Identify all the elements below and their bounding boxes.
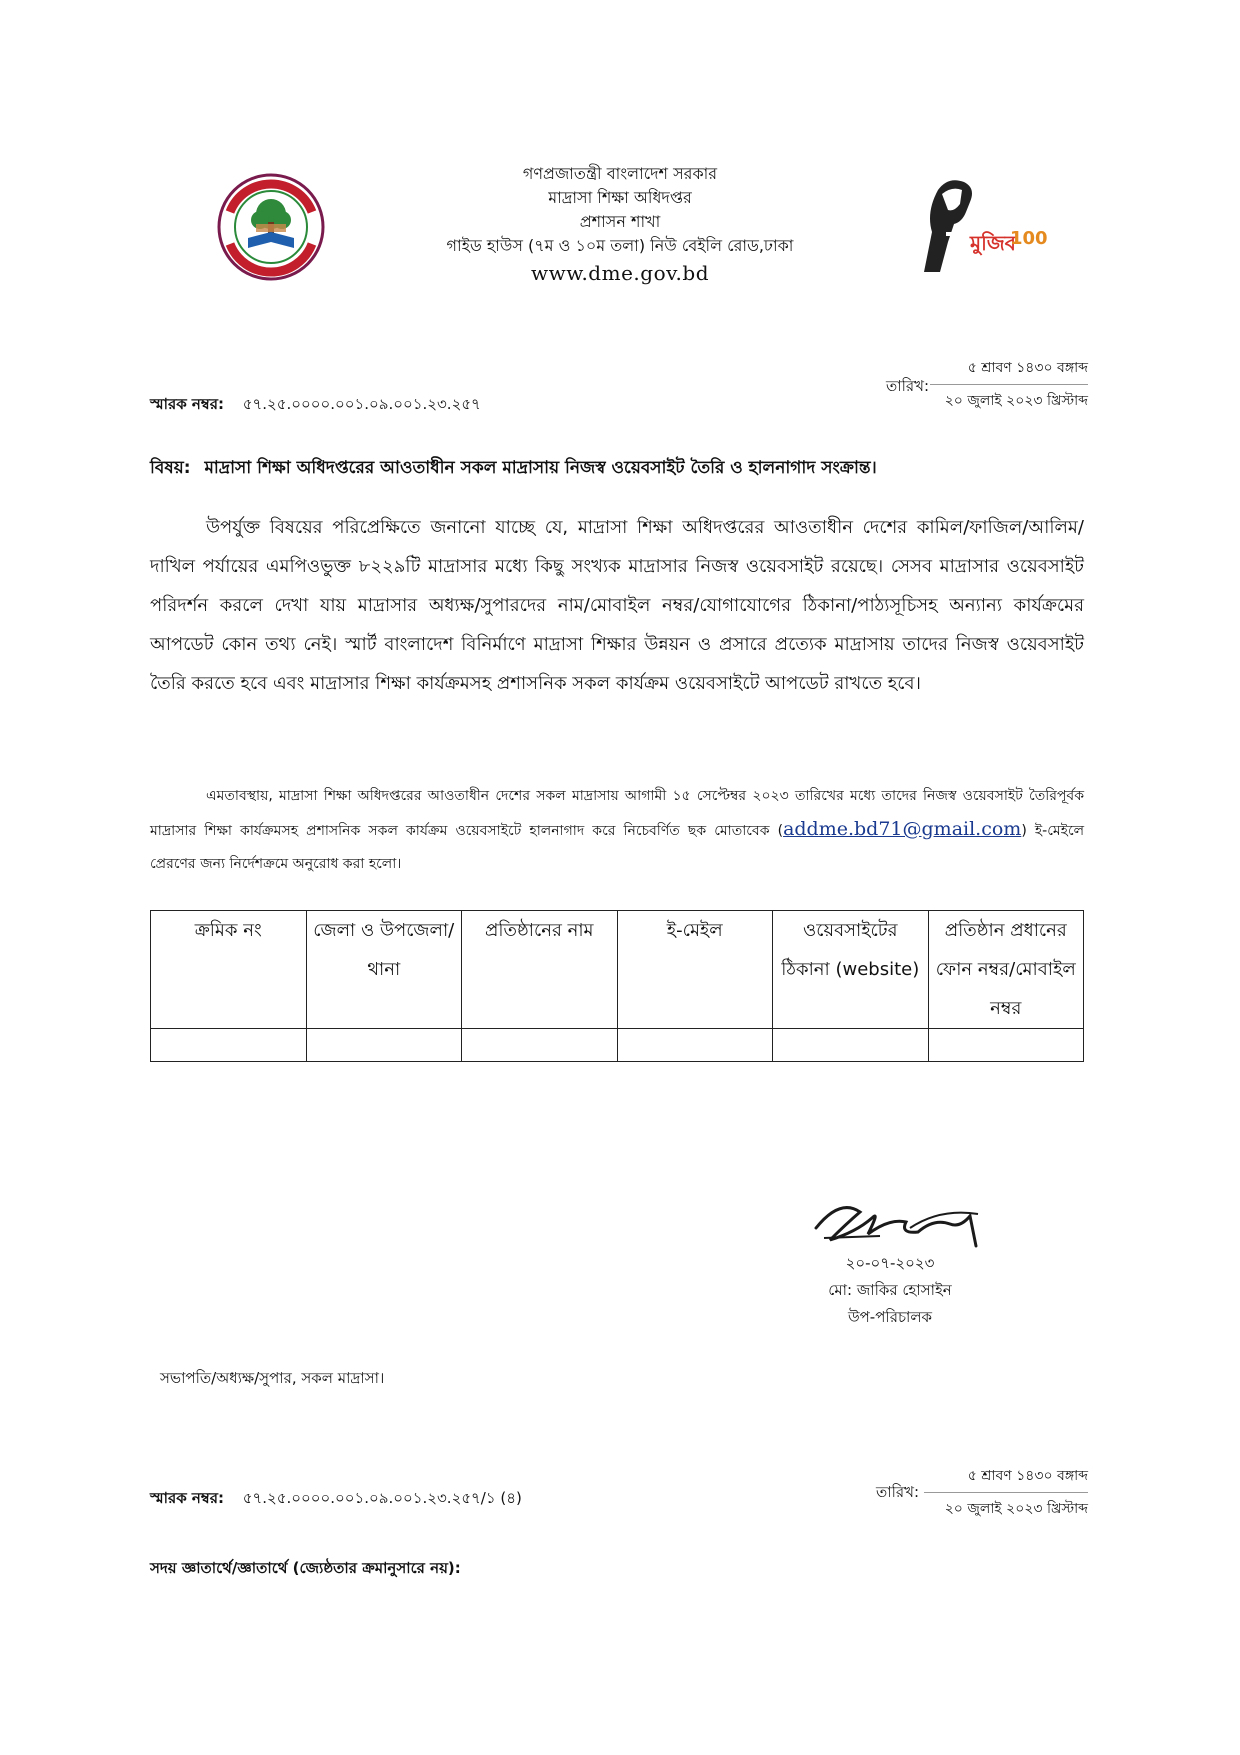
govt-name: গণপ্রজাতন্ত্রী বাংলাদেশ সরকার xyxy=(522,164,718,183)
memo2-date-bangla: ৫ শ্রাবণ ১৪৩০ বঙ্গাব্দ xyxy=(967,1468,1088,1484)
memo-ref-number: ৫৭.২৫.০০০০.০০১.০৯.০০১.২৩.২৫৭ xyxy=(242,395,481,413)
madrasah-education-logo xyxy=(216,172,326,282)
subject-text: মাদ্রাসা শিক্ষা অধিদপ্তরের আওতাধীন সকল মাদ্রাসায় নিজস্ব ওয়েবসাইট তৈরি ও হালনাগাদ সংক্রান্ত। xyxy=(204,458,877,478)
information-table xyxy=(150,910,1084,1062)
col-serial: ক্রমিক নং xyxy=(151,911,307,1029)
date-divider xyxy=(924,1492,1088,1493)
memo-date-bangla: ৫ শ্রাবণ ১৪৩০ বঙ্গাব্দ xyxy=(967,360,1088,376)
body-paragraph-1: উপর্যুক্ত বিষয়ের পরিপ্রেক্ষিতে জনানো যাচ্ছে যে, মাদ্রাসা শিক্ষা অধিদপ্তরের আওতাধীন দেশের কামিল/ফাজিল/আলিম/দাখিল পর্যায়ের এমপিওভুক্ত ৮২২৯টি মাদ্রাসার মধ্যে কিছু সংখ্যক মাদ্রাসার নিজস্ব ওয়েবসাইট রয়েছে। সেসব মাদ্রাসার ওয়েবসাইট পরিদর্শন করলে দেখা যায় মাদ্রাসার অধ্যক্ষ/সুপারদের নাম/মোবাইল নম্বর/যোগাযোগের ঠিকানা/পাঠ্যসূচিসহ অন্যান্য কার্যক্রমের আপডেট কোন তথ্য নেই। স্মার্ট বাংলাদেশ বিনির্মাণে মাদ্রাসা শিক্ষার উন্নয়ন ও প্রসারে প্রত্যেক মাদ্রাসায় তাদের নিজস্ব ওয়েবসাইট তৈরি করতে হবে এবং মাদ্রাসার শিক্ষা কার্যক্রমসহ প্রশাসনিক সকল কার্যক্রম ওয়েবসাইটে আপডেট রাখতে হবে। xyxy=(150,517,1084,694)
email-link[interactable]: addme.bd71@gmail.com xyxy=(783,818,1022,840)
memo2-date xyxy=(924,1464,1088,1521)
col-website: ওয়েবসাইটের ঠিকানা (website) xyxy=(773,911,929,1029)
para2-text-before: এমতাবস্থায়, মাদ্রাসা শিক্ষা অধিদপ্তরের আওতাধীন দেশের সকল মাদ্রাসায় আগামী ১৫ সেপ্টেম্বর ২০২৩ তারিখের মধ্যে তাদের নিজস্ব ওয়েবসাইট তৈরিপূর্বক মাদ্রাসার শিক্ষা কার্যক্রমসহ প্রশাসনিক সকল কার্যক্রম ওয়েবসাইটে হালনাগাদ করে নিচেবর্ণিত ছক মোতাবেক ( xyxy=(150,788,1084,839)
memo-reference-2 xyxy=(150,1487,522,1512)
table-cell xyxy=(617,1029,773,1062)
letterhead xyxy=(380,162,860,288)
branch-name: প্রশাসন শাখা xyxy=(579,212,661,231)
table-cell xyxy=(306,1029,462,1062)
table-cell xyxy=(928,1029,1084,1062)
mujib-text: মুজিব xyxy=(970,231,1016,255)
col-email: ই-মেইল xyxy=(617,911,773,1029)
cc-heading: সদয় জ্ঞাতার্থে/জ্ঞাতার্থে (জ্যেষ্ঠতার ক্রমানুসারে নয়): xyxy=(150,1559,461,1577)
date-divider xyxy=(930,384,1088,385)
memo-date xyxy=(930,356,1088,413)
memo-reference xyxy=(150,393,481,418)
col-district: জেলা ও উপজেলা/থানা xyxy=(306,911,462,1029)
signatory-designation: উপ-পরিচালক xyxy=(847,1308,933,1326)
table-cell xyxy=(462,1029,618,1062)
signatory-name: মো: জাকির হোসাইন xyxy=(828,1281,952,1299)
memo2-date-label: তারিখ: xyxy=(876,1483,920,1501)
col-institution: প্রতিষ্ঠানের নাম xyxy=(462,911,618,1029)
memo2-ref-label: স্মারক নম্বর: xyxy=(150,1489,224,1507)
office-address: গাইড হাউস (৭ম ও ১০ম তলা) নিউ বেইলি রোড,ঢাকা xyxy=(446,236,794,255)
col-phone: প্রতিষ্ঠান প্রধানের ফোন নম্বর/মোবাইল নম্বর xyxy=(928,911,1084,1029)
subject-line xyxy=(150,455,1090,483)
directorate-name: মাদ্রাসা শিক্ষা অধিদপ্তর xyxy=(548,188,692,207)
table-cell xyxy=(773,1029,929,1062)
memo-ref-label: স্মারক নম্বর: xyxy=(150,395,224,413)
subject-label: বিষয়: xyxy=(150,458,191,478)
body-paragraph-2 xyxy=(150,780,1084,881)
signatory-block xyxy=(800,1250,980,1331)
handwritten-signature xyxy=(810,1188,1010,1258)
memo2-date-english: ২০ জুলাই ২০২৩ খ্রিস্টাব্দ xyxy=(944,1501,1088,1517)
table-cell xyxy=(151,1029,307,1062)
mujib-100-logo xyxy=(918,172,1048,274)
website-url[interactable]: www.dme.gov.bd xyxy=(530,261,710,285)
memo-date-english: ২০ জুলাই ২০২৩ খ্রিস্টাব্দ xyxy=(944,393,1088,409)
signature-date: ২০-০৭-২০২৩ xyxy=(845,1254,935,1272)
memo2-ref-number: ৫৭.২৫.০০০০.০০১.০৯.০০১.২৩.২৫৭/১ (৪) xyxy=(242,1489,522,1507)
table-header-row xyxy=(151,911,1084,1029)
recipient: সভাপতি/অধ্যক্ষ/সুপার, সকল মাদ্রাসা। xyxy=(160,1369,385,1387)
mujib-100-number: 100 xyxy=(1010,228,1048,249)
para2-text-after: ) ই-মেইলে প্রেরণের জন্য নির্দেশক্রমে অনুরোধ করা হলো। xyxy=(150,823,1084,872)
memo-date-label: তারিখ: xyxy=(886,377,930,395)
table-row xyxy=(151,1029,1084,1062)
